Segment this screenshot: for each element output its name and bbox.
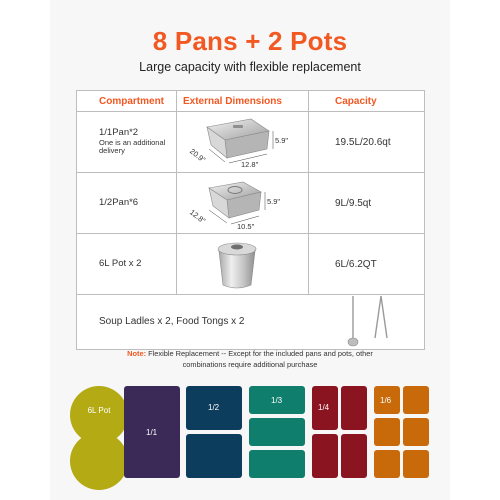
column-header-compartment: Compartment bbox=[77, 91, 177, 112]
note-label: Note: bbox=[127, 349, 147, 358]
ladle-and-tongs-icon bbox=[335, 294, 395, 350]
capacity-cell: 9L/9.5qt bbox=[309, 173, 425, 234]
table-row bbox=[77, 234, 425, 295]
capacity-cell: 19.5L/20.6qt bbox=[309, 112, 425, 173]
dim-height: 5.9" bbox=[267, 197, 281, 206]
compartment-name: 1/1Pan*2 bbox=[99, 126, 139, 138]
compartment-cell bbox=[77, 173, 177, 234]
compartment-note: One is an additional delivery bbox=[99, 137, 166, 156]
sixth-pan-block bbox=[374, 450, 400, 478]
sixth-pan-block bbox=[403, 450, 429, 478]
sixth-pan-block bbox=[374, 386, 400, 414]
half-pan-image bbox=[187, 174, 297, 232]
compartment-name: 6L Pot x 2 bbox=[99, 257, 142, 269]
table-row bbox=[77, 295, 425, 350]
third-pan-block bbox=[249, 450, 305, 478]
table-row bbox=[77, 173, 425, 234]
pot-label: 6L Pot bbox=[87, 406, 111, 415]
sixth-pan-block bbox=[403, 418, 429, 446]
quarter-pan-block bbox=[312, 434, 338, 478]
full-pan-image bbox=[187, 113, 297, 171]
third-pan-block bbox=[249, 386, 305, 414]
quarter-pan-label: 1/4 bbox=[318, 403, 330, 412]
sixth-pan-block bbox=[374, 418, 400, 446]
accessories-cell bbox=[77, 295, 425, 350]
dim-height: 5.9" bbox=[275, 136, 289, 145]
third-pan-label: 1/3 bbox=[271, 396, 283, 405]
sixth-pan-block bbox=[403, 386, 429, 414]
full-pan-block bbox=[124, 386, 180, 478]
page-subtitle: Large capacity with flexible replacement bbox=[139, 60, 361, 74]
note-text: Flexible Replacement -- Except for the included pans and pots, other bbox=[148, 349, 373, 358]
quarter-pan-block bbox=[312, 386, 338, 430]
column-header-capacity: Capacity bbox=[309, 91, 425, 112]
full-pan-label: 1/1 bbox=[146, 428, 158, 437]
quarter-pan-block bbox=[341, 434, 367, 478]
page-title: 8 Pans + 2 Pots bbox=[152, 26, 348, 56]
column-header-dimensions: External Dimensions bbox=[177, 91, 309, 112]
compartment-cell bbox=[77, 234, 177, 295]
dim-depth: 12.8" bbox=[188, 207, 208, 226]
dim-width: 10.5" bbox=[237, 222, 255, 231]
pot-icon bbox=[187, 235, 297, 293]
accessories-text: Soup Ladles x 2, Food Tongs x 2 bbox=[99, 316, 245, 327]
compartment-name: 1/2Pan*6 bbox=[99, 196, 139, 208]
half-pan-label: 1/2 bbox=[208, 403, 220, 412]
dimensions-cell bbox=[177, 112, 309, 173]
third-pan-block bbox=[249, 418, 305, 446]
table-header-row bbox=[77, 91, 425, 112]
dim-depth: 20.9" bbox=[188, 146, 208, 165]
pot-circle bbox=[70, 432, 128, 490]
quarter-pan-block bbox=[341, 386, 367, 430]
half-pan-block bbox=[186, 386, 242, 430]
compartment-cell bbox=[77, 112, 177, 173]
pot-image bbox=[187, 235, 297, 293]
note-text-2: combinations require additional purchase bbox=[182, 359, 318, 369]
dimensions-cell bbox=[177, 173, 309, 234]
half-pan-block bbox=[186, 434, 242, 478]
spec-table bbox=[76, 90, 425, 350]
note-block bbox=[0, 349, 500, 370]
sixth-pan-label: 1/6 bbox=[380, 396, 392, 405]
table-row bbox=[77, 112, 425, 173]
capacity-cell: 6L/6.2QT bbox=[309, 234, 425, 295]
dimensions-cell bbox=[177, 234, 309, 295]
dim-width: 12.8" bbox=[241, 160, 259, 169]
